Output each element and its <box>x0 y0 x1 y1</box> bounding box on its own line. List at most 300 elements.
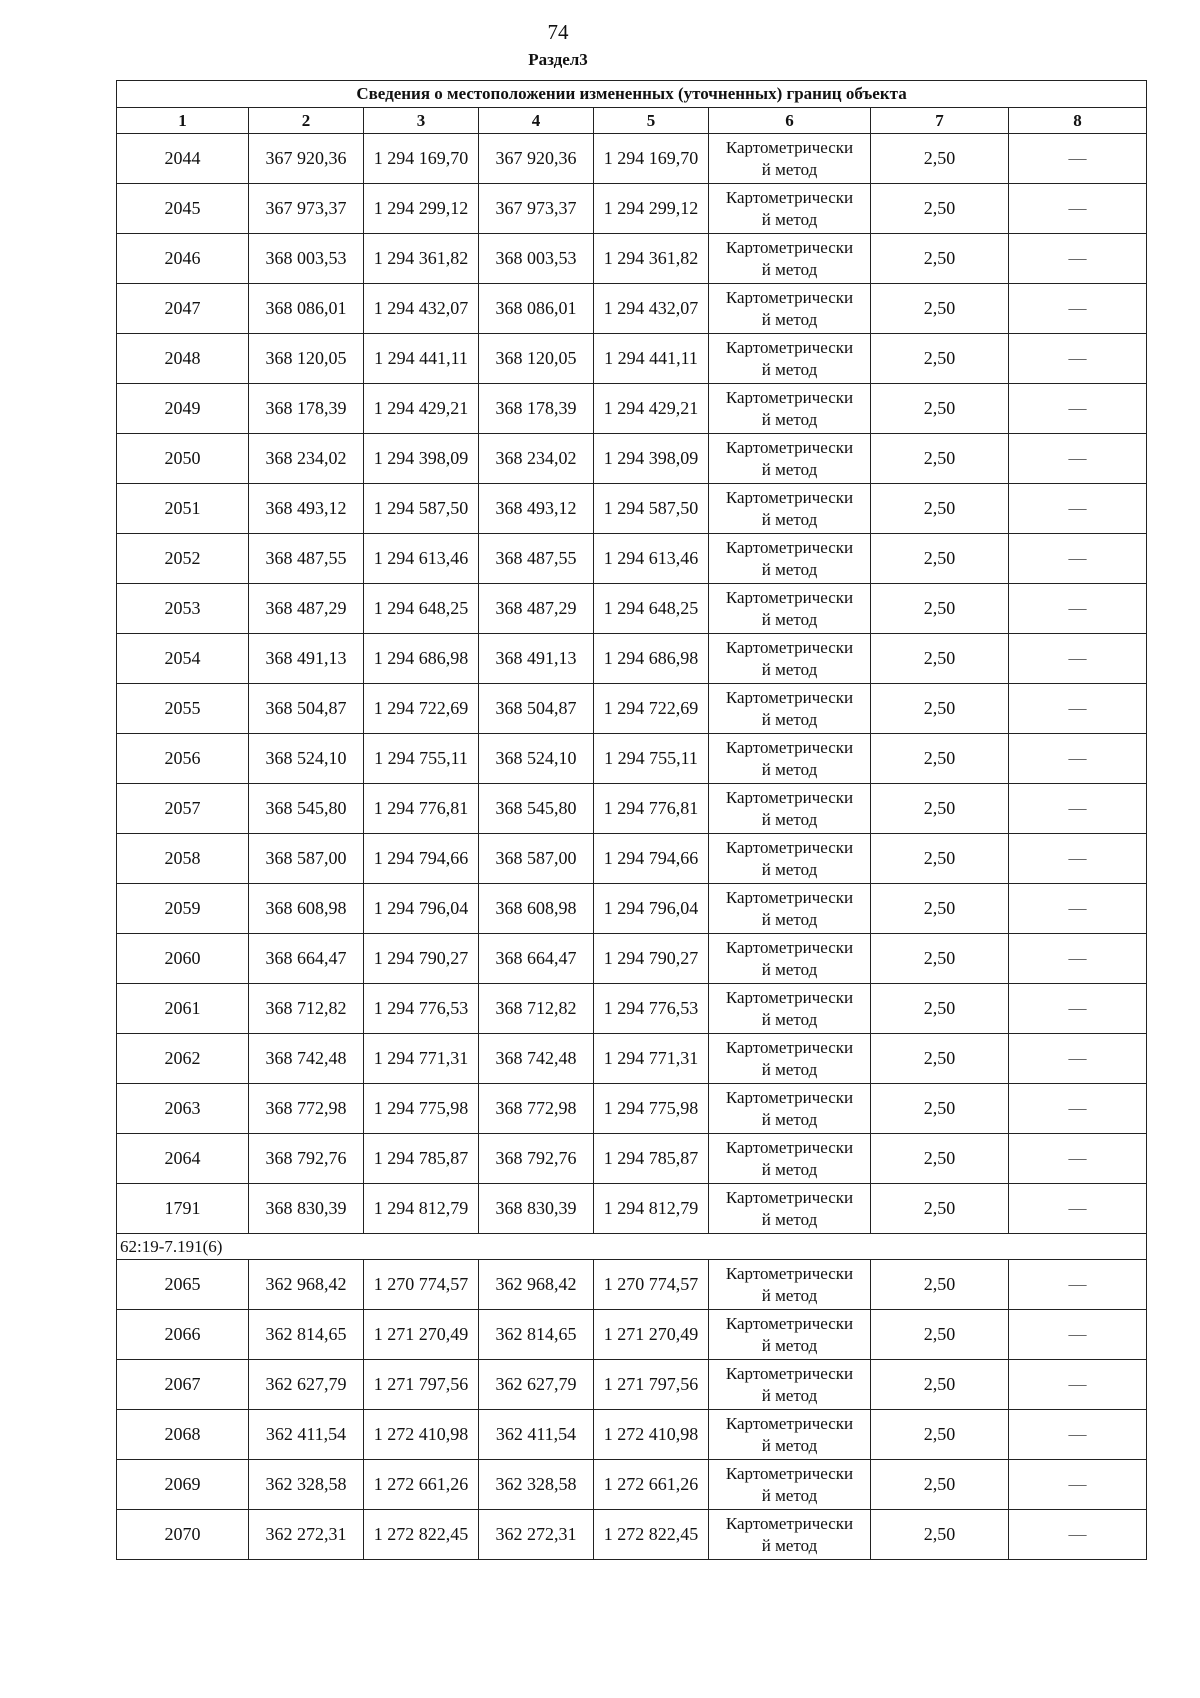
x-existing-cell: 368 120,05 <box>249 334 364 384</box>
table-row <box>117 334 1147 384</box>
x-existing-cell: 368 086,01 <box>249 284 364 334</box>
method-line-2: й метод <box>761 409 818 429</box>
y-new-cell: 1 294 361,82 <box>594 234 709 284</box>
table-row <box>117 1460 1147 1510</box>
method-line-2: й метод <box>761 959 818 979</box>
method-line-2: й метод <box>761 559 818 579</box>
x-new-cell: 368 830,39 <box>479 1184 594 1234</box>
description-cell: — <box>1009 834 1147 884</box>
accuracy-cell: 2,50 <box>871 484 1009 534</box>
accuracy-cell: 2,50 <box>871 1260 1009 1310</box>
method-line-2: й метод <box>761 1285 818 1305</box>
accuracy-cell: 2,50 <box>871 884 1009 934</box>
point-number-cell: 2060 <box>117 934 249 984</box>
x-new-cell: 368 664,47 <box>479 934 594 984</box>
column-number: 4 <box>479 108 594 134</box>
point-number-cell: 2062 <box>117 1034 249 1084</box>
y-existing-cell: 1 294 398,09 <box>364 434 479 484</box>
method-cell <box>709 634 871 684</box>
x-existing-cell: 368 493,12 <box>249 484 364 534</box>
method-line-2: й метод <box>761 159 818 179</box>
method-line-1: Картометрически <box>725 987 854 1007</box>
method-cell <box>709 284 871 334</box>
y-existing-cell: 1 294 794,66 <box>364 834 479 884</box>
y-existing-cell: 1 294 361,82 <box>364 234 479 284</box>
table-row <box>117 1510 1147 1560</box>
y-new-cell: 1 294 812,79 <box>594 1184 709 1234</box>
x-new-cell: 368 504,87 <box>479 684 594 734</box>
y-new-cell: 1 294 398,09 <box>594 434 709 484</box>
description-cell: — <box>1009 534 1147 584</box>
method-line-1: Картометрически <box>725 337 854 357</box>
point-number-cell: 2056 <box>117 734 249 784</box>
x-new-cell: 368 487,55 <box>479 534 594 584</box>
y-existing-cell: 1 294 755,11 <box>364 734 479 784</box>
accuracy-cell: 2,50 <box>871 684 1009 734</box>
method-line-1: Картометрически <box>725 187 854 207</box>
x-new-cell: 368 493,12 <box>479 484 594 534</box>
y-new-cell: 1 270 774,57 <box>594 1260 709 1310</box>
accuracy-cell: 2,50 <box>871 1084 1009 1134</box>
accuracy-cell: 2,50 <box>871 534 1009 584</box>
accuracy-cell: 2,50 <box>871 1460 1009 1510</box>
y-new-cell: 1 294 432,07 <box>594 284 709 334</box>
method-line-1: Картометрически <box>725 1413 854 1433</box>
method-line-1: Картометрически <box>725 1037 854 1057</box>
y-new-cell: 1 294 429,21 <box>594 384 709 434</box>
x-new-cell: 368 234,02 <box>479 434 594 484</box>
method-cell <box>709 434 871 484</box>
y-existing-cell: 1 294 812,79 <box>364 1184 479 1234</box>
table-row <box>117 634 1147 684</box>
method-cell <box>709 1184 871 1234</box>
description-cell: — <box>1009 1360 1147 1410</box>
method-line-1: Картометрически <box>725 1463 854 1483</box>
table-row <box>117 1310 1147 1360</box>
column-number: 7 <box>871 108 1009 134</box>
x-existing-cell: 368 712,82 <box>249 984 364 1034</box>
x-new-cell: 367 920,36 <box>479 134 594 184</box>
method-cell <box>709 834 871 884</box>
y-existing-cell: 1 294 441,11 <box>364 334 479 384</box>
table-row <box>117 1184 1147 1234</box>
method-line-1: Картометрически <box>725 587 854 607</box>
method-line-2: й метод <box>761 259 818 279</box>
method-cell <box>709 684 871 734</box>
method-line-1: Картометрически <box>725 437 854 457</box>
table-row <box>117 1084 1147 1134</box>
method-line-2: й метод <box>761 1435 818 1455</box>
method-cell <box>709 534 871 584</box>
method-cell <box>709 134 871 184</box>
x-existing-cell: 367 920,36 <box>249 134 364 184</box>
method-line-1: Картометрически <box>725 1137 854 1157</box>
x-new-cell: 368 545,80 <box>479 784 594 834</box>
y-existing-cell: 1 294 776,53 <box>364 984 479 1034</box>
y-new-cell: 1 294 796,04 <box>594 884 709 934</box>
table-row <box>117 734 1147 784</box>
method-cell <box>709 1410 871 1460</box>
accuracy-cell: 2,50 <box>871 1184 1009 1234</box>
method-line-1: Картометрически <box>725 137 854 157</box>
method-line-1: Картометрически <box>725 637 854 657</box>
y-new-cell: 1 294 794,66 <box>594 834 709 884</box>
accuracy-cell: 2,50 <box>871 984 1009 1034</box>
description-cell: — <box>1009 884 1147 934</box>
method-line-1: Картометрически <box>725 687 854 707</box>
method-line-1: Картометрически <box>725 1263 854 1283</box>
y-existing-cell: 1 294 648,25 <box>364 584 479 634</box>
accuracy-cell: 2,50 <box>871 734 1009 784</box>
accuracy-cell: 2,50 <box>871 434 1009 484</box>
accuracy-cell: 2,50 <box>871 1510 1009 1560</box>
accuracy-cell: 2,50 <box>871 934 1009 984</box>
table-row <box>117 884 1147 934</box>
table-caption: Сведения о местоположении измененных (уточненных) границ объекта <box>117 81 1147 108</box>
x-new-cell: 368 086,01 <box>479 284 594 334</box>
column-number: 5 <box>594 108 709 134</box>
accuracy-cell: 2,50 <box>871 784 1009 834</box>
y-new-cell: 1 294 299,12 <box>594 184 709 234</box>
section-title: Раздел3 <box>528 50 588 69</box>
description-cell: — <box>1009 1184 1147 1234</box>
y-new-cell: 1 294 169,70 <box>594 134 709 184</box>
x-new-cell: 368 120,05 <box>479 334 594 384</box>
description-cell: — <box>1009 1260 1147 1310</box>
y-existing-cell: 1 272 410,98 <box>364 1410 479 1460</box>
description-cell: — <box>1009 734 1147 784</box>
x-new-cell: 368 491,13 <box>479 634 594 684</box>
x-existing-cell: 362 411,54 <box>249 1410 364 1460</box>
accuracy-cell: 2,50 <box>871 1410 1009 1460</box>
method-line-2: й метод <box>761 909 818 929</box>
x-new-cell: 368 487,29 <box>479 584 594 634</box>
x-new-cell: 368 608,98 <box>479 884 594 934</box>
point-number-cell: 2046 <box>117 234 249 284</box>
y-new-cell: 1 294 686,98 <box>594 634 709 684</box>
point-number-cell: 2054 <box>117 634 249 684</box>
method-line-2: й метод <box>761 1335 818 1355</box>
y-existing-cell: 1 294 587,50 <box>364 484 479 534</box>
method-cell <box>709 184 871 234</box>
x-new-cell: 368 178,39 <box>479 384 594 434</box>
x-existing-cell: 368 772,98 <box>249 1084 364 1134</box>
x-existing-cell: 368 792,76 <box>249 1134 364 1184</box>
description-cell: — <box>1009 1134 1147 1184</box>
accuracy-cell: 2,50 <box>871 1034 1009 1084</box>
method-line-2: й метод <box>761 209 818 229</box>
accuracy-cell: 2,50 <box>871 634 1009 684</box>
method-cell <box>709 1084 871 1134</box>
method-line-1: Картометрически <box>725 787 854 807</box>
column-number: 8 <box>1009 108 1147 134</box>
y-existing-cell: 1 294 429,21 <box>364 384 479 434</box>
x-existing-cell: 368 491,13 <box>249 634 364 684</box>
description-cell: — <box>1009 784 1147 834</box>
description-cell: — <box>1009 984 1147 1034</box>
method-cell <box>709 234 871 284</box>
method-line-2: й метод <box>761 809 818 829</box>
method-cell <box>709 1510 871 1560</box>
point-number-cell: 2051 <box>117 484 249 534</box>
method-line-2: й метод <box>761 309 818 329</box>
group-row <box>117 1234 1147 1260</box>
method-line-1: Картометрически <box>725 487 854 507</box>
y-existing-cell: 1 294 775,98 <box>364 1084 479 1134</box>
description-cell: — <box>1009 634 1147 684</box>
y-existing-cell: 1 294 613,46 <box>364 534 479 584</box>
table-row <box>117 784 1147 834</box>
group-label: 62:19-7.191(6) <box>117 1234 1147 1260</box>
x-existing-cell: 368 742,48 <box>249 1034 364 1084</box>
x-existing-cell: 362 814,65 <box>249 1310 364 1360</box>
x-new-cell: 368 003,53 <box>479 234 594 284</box>
method-line-1: Картометрически <box>725 737 854 757</box>
table-row <box>117 134 1147 184</box>
method-line-2: й метод <box>761 1109 818 1129</box>
y-existing-cell: 1 294 771,31 <box>364 1034 479 1084</box>
y-new-cell: 1 294 776,81 <box>594 784 709 834</box>
point-number-cell: 2066 <box>117 1310 249 1360</box>
y-existing-cell: 1 294 432,07 <box>364 284 479 334</box>
x-new-cell: 362 328,58 <box>479 1460 594 1510</box>
method-line-1: Картометрически <box>725 1513 854 1533</box>
description-cell: — <box>1009 384 1147 434</box>
description-cell: — <box>1009 1084 1147 1134</box>
accuracy-cell: 2,50 <box>871 134 1009 184</box>
x-existing-cell: 368 487,29 <box>249 584 364 634</box>
x-new-cell: 368 524,10 <box>479 734 594 784</box>
x-new-cell: 368 792,76 <box>479 1134 594 1184</box>
y-new-cell: 1 294 775,98 <box>594 1084 709 1134</box>
y-new-cell: 1 272 661,26 <box>594 1460 709 1510</box>
method-line-1: Картометрически <box>725 1313 854 1333</box>
method-line-1: Картометрически <box>725 837 854 857</box>
method-cell <box>709 734 871 784</box>
y-existing-cell: 1 294 169,70 <box>364 134 479 184</box>
description-cell: — <box>1009 1510 1147 1560</box>
table-row <box>117 1134 1147 1184</box>
method-line-1: Картометрически <box>725 237 854 257</box>
y-existing-cell: 1 294 299,12 <box>364 184 479 234</box>
point-number-cell: 2053 <box>117 584 249 634</box>
column-number: 6 <box>709 108 871 134</box>
method-line-1: Картометрически <box>725 1187 854 1207</box>
y-existing-cell: 1 271 270,49 <box>364 1310 479 1360</box>
accuracy-cell: 2,50 <box>871 284 1009 334</box>
description-cell: — <box>1009 934 1147 984</box>
x-existing-cell: 368 587,00 <box>249 834 364 884</box>
table-row <box>117 834 1147 884</box>
description-cell: — <box>1009 184 1147 234</box>
point-number-cell: 2055 <box>117 684 249 734</box>
accuracy-cell: 2,50 <box>871 184 1009 234</box>
x-existing-cell: 368 524,10 <box>249 734 364 784</box>
y-new-cell: 1 294 771,31 <box>594 1034 709 1084</box>
y-new-cell: 1 294 587,50 <box>594 484 709 534</box>
point-number-cell: 2069 <box>117 1460 249 1510</box>
method-cell <box>709 1460 871 1510</box>
table-row <box>117 1260 1147 1310</box>
point-number-cell: 2045 <box>117 184 249 234</box>
point-number-cell: 2063 <box>117 1084 249 1134</box>
description-cell: — <box>1009 434 1147 484</box>
method-line-1: Картометрически <box>725 387 854 407</box>
x-existing-cell: 368 664,47 <box>249 934 364 984</box>
x-existing-cell: 368 487,55 <box>249 534 364 584</box>
description-cell: — <box>1009 1310 1147 1360</box>
accuracy-cell: 2,50 <box>871 834 1009 884</box>
method-cell <box>709 1034 871 1084</box>
method-line-2: й метод <box>761 1385 818 1405</box>
method-line-1: Картометрически <box>725 937 854 957</box>
point-number-cell: 2058 <box>117 834 249 884</box>
point-number-cell: 2044 <box>117 134 249 184</box>
method-line-2: й метод <box>761 1159 818 1179</box>
method-line-1: Картометрически <box>725 537 854 557</box>
method-cell <box>709 934 871 984</box>
y-new-cell: 1 271 270,49 <box>594 1310 709 1360</box>
table-row <box>117 1360 1147 1410</box>
point-number-cell: 2049 <box>117 384 249 434</box>
method-line-2: й метод <box>761 609 818 629</box>
y-existing-cell: 1 294 796,04 <box>364 884 479 934</box>
point-number-cell: 2068 <box>117 1410 249 1460</box>
y-new-cell: 1 294 722,69 <box>594 684 709 734</box>
table-row <box>117 684 1147 734</box>
column-number: 3 <box>364 108 479 134</box>
x-existing-cell: 362 627,79 <box>249 1360 364 1410</box>
x-new-cell: 362 968,42 <box>479 1260 594 1310</box>
accuracy-cell: 2,50 <box>871 1360 1009 1410</box>
description-cell: — <box>1009 1410 1147 1460</box>
method-line-1: Картометрически <box>725 287 854 307</box>
y-existing-cell: 1 294 686,98 <box>364 634 479 684</box>
description-cell: — <box>1009 334 1147 384</box>
x-existing-cell: 368 178,39 <box>249 384 364 434</box>
table-row <box>117 534 1147 584</box>
x-existing-cell: 362 328,58 <box>249 1460 364 1510</box>
x-new-cell: 368 772,98 <box>479 1084 594 1134</box>
y-new-cell: 1 294 441,11 <box>594 334 709 384</box>
method-line-1: Картометрически <box>725 1363 854 1383</box>
y-existing-cell: 1 294 790,27 <box>364 934 479 984</box>
point-number-cell: 2064 <box>117 1134 249 1184</box>
method-cell <box>709 984 871 1034</box>
point-number-cell: 1791 <box>117 1184 249 1234</box>
accuracy-cell: 2,50 <box>871 584 1009 634</box>
coordinates-table <box>116 80 1147 1560</box>
description-cell: — <box>1009 134 1147 184</box>
y-existing-cell: 1 294 785,87 <box>364 1134 479 1184</box>
y-new-cell: 1 271 797,56 <box>594 1360 709 1410</box>
point-number-cell: 2052 <box>117 534 249 584</box>
method-line-2: й метод <box>761 659 818 679</box>
table-body <box>117 134 1147 1560</box>
table-row <box>117 384 1147 434</box>
method-line-2: й метод <box>761 459 818 479</box>
y-existing-cell: 1 272 661,26 <box>364 1460 479 1510</box>
description-cell: — <box>1009 284 1147 334</box>
y-existing-cell: 1 272 822,45 <box>364 1510 479 1560</box>
x-new-cell: 368 587,00 <box>479 834 594 884</box>
method-line-2: й метод <box>761 1009 818 1029</box>
x-existing-cell: 368 234,02 <box>249 434 364 484</box>
x-new-cell: 367 973,37 <box>479 184 594 234</box>
method-line-2: й метод <box>761 709 818 729</box>
y-existing-cell: 1 294 722,69 <box>364 684 479 734</box>
accuracy-cell: 2,50 <box>871 384 1009 434</box>
column-number: 1 <box>117 108 249 134</box>
x-existing-cell: 368 504,87 <box>249 684 364 734</box>
table-row <box>117 1034 1147 1084</box>
accuracy-cell: 2,50 <box>871 1134 1009 1184</box>
description-cell: — <box>1009 684 1147 734</box>
method-line-2: й метод <box>761 1209 818 1229</box>
description-cell: — <box>1009 584 1147 634</box>
description-cell: — <box>1009 1460 1147 1510</box>
method-line-1: Картометрически <box>725 1087 854 1107</box>
x-existing-cell: 368 608,98 <box>249 884 364 934</box>
column-number: 2 <box>249 108 364 134</box>
table-row <box>117 234 1147 284</box>
point-number-cell: 2070 <box>117 1510 249 1560</box>
description-cell: — <box>1009 1034 1147 1084</box>
method-cell <box>709 484 871 534</box>
y-new-cell: 1 272 410,98 <box>594 1410 709 1460</box>
method-line-2: й метод <box>761 759 818 779</box>
table-row <box>117 484 1147 534</box>
point-number-cell: 2047 <box>117 284 249 334</box>
y-new-cell: 1 294 755,11 <box>594 734 709 784</box>
page-number: 74 <box>547 20 569 44</box>
accuracy-cell: 2,50 <box>871 1310 1009 1360</box>
x-existing-cell: 368 830,39 <box>249 1184 364 1234</box>
method-cell <box>709 784 871 834</box>
x-new-cell: 362 627,79 <box>479 1360 594 1410</box>
method-line-2: й метод <box>761 1059 818 1079</box>
y-new-cell: 1 294 648,25 <box>594 584 709 634</box>
method-line-2: й метод <box>761 859 818 879</box>
method-cell <box>709 884 871 934</box>
method-line-2: й метод <box>761 509 818 529</box>
x-new-cell: 362 814,65 <box>479 1310 594 1360</box>
method-line-1: Картометрически <box>725 887 854 907</box>
method-line-2: й метод <box>761 359 818 379</box>
x-existing-cell: 367 973,37 <box>249 184 364 234</box>
method-cell <box>709 1310 871 1360</box>
point-number-cell: 2061 <box>117 984 249 1034</box>
y-new-cell: 1 272 822,45 <box>594 1510 709 1560</box>
y-new-cell: 1 294 776,53 <box>594 984 709 1034</box>
method-cell <box>709 334 871 384</box>
y-existing-cell: 1 271 797,56 <box>364 1360 479 1410</box>
table-row <box>117 184 1147 234</box>
x-new-cell: 362 272,31 <box>479 1510 594 1560</box>
table-row <box>117 284 1147 334</box>
point-number-cell: 2057 <box>117 784 249 834</box>
table-row <box>117 434 1147 484</box>
accuracy-cell: 2,50 <box>871 334 1009 384</box>
point-number-cell: 2067 <box>117 1360 249 1410</box>
method-line-2: й метод <box>761 1535 818 1555</box>
x-new-cell: 368 712,82 <box>479 984 594 1034</box>
point-number-cell: 2059 <box>117 884 249 934</box>
method-cell <box>709 1360 871 1410</box>
description-cell: — <box>1009 234 1147 284</box>
y-new-cell: 1 294 785,87 <box>594 1134 709 1184</box>
x-existing-cell: 362 272,31 <box>249 1510 364 1560</box>
